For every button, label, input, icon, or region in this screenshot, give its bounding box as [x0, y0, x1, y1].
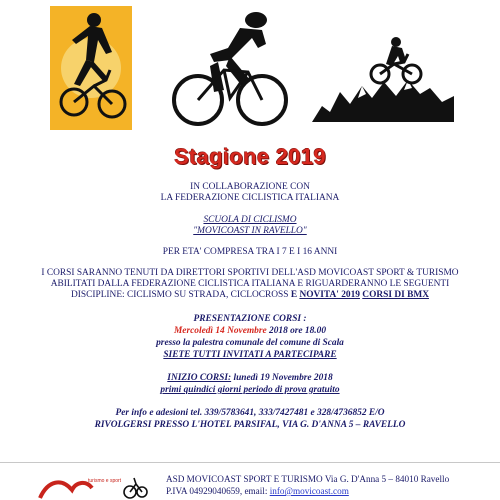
start-date: lunedì 19 Novembre 2018: [231, 373, 333, 383]
novelty-text: NOVITA' 2019: [299, 290, 360, 300]
presentation-place: presso la palestra comunale del comune di Scala: [156, 338, 344, 348]
mountain-biker-illustration: [312, 36, 454, 122]
courses-line-1: I CORSI SARANNO TENUTI DA DIRETTORI SPORTIVI DELL'ASD MOVICOAST SPORT & TURISMO: [41, 268, 459, 278]
and-text: E: [290, 290, 300, 300]
info-line-1: Per info e adesioni tel. 339/5783641, 333/7427481 e 328/4736852 E/O: [115, 408, 385, 418]
courses-line-3: [0, 290, 500, 301]
footer-piva: P.IVA 04929040659, email:: [166, 486, 270, 496]
footer-divider: [0, 462, 500, 463]
bmx-courses-text: CORSI DI BMX: [362, 290, 429, 300]
email-link[interactable]: info@movicoast.com: [269, 486, 349, 496]
trial-period-text: primi quindici giorni periodo di prova gratuito: [160, 385, 340, 395]
start-line: [0, 373, 500, 384]
footer-org-address: ASD MOVICOAST SPORT E TURISMO Via G. D'Anna 5 – 84010 Ravello: [166, 474, 450, 484]
presentation-title: PRESENTAZIONE CORSI :: [193, 314, 307, 324]
page-title: Stagione 2019: [174, 144, 326, 169]
movicoast-logo: [36, 472, 148, 500]
school-line-2: "MOVICOAST IN RAVELLO": [193, 226, 307, 236]
road-cyclist-illustration: [170, 4, 288, 132]
presentation-date: Mercoledì 14 Novembre: [173, 326, 267, 336]
disciplines-text: DISCIPLINE: CICLISMO SU STRADA, CICLOCROSS: [71, 290, 291, 300]
svg-text:turismo e sport: turismo e sport: [88, 478, 122, 484]
school-line-1: SCUOLA DI CICLISMO: [203, 215, 297, 225]
bmx-rider-illustration: [50, 6, 132, 130]
presentation-invite: SIETE TUTTI INVITATI A PARTECIPARE: [163, 350, 337, 360]
presentation-time: 2018 ore 18.00: [266, 326, 327, 336]
start-label: INIZIO CORSI:: [167, 373, 232, 383]
collab-line-1: IN COLLABORAZIONE CON: [190, 182, 310, 192]
age-range-text: PER ETA' COMPRESA TRA I 7 E I 16 ANNI: [162, 247, 338, 257]
courses-line-2: ABILITATI DALLA FEDERAZIONE CICLISTICA ITALIANA E RIGUARDERANNO LE SEGUENTI: [50, 279, 450, 289]
footer-contact: [166, 486, 349, 497]
info-line-2: RIVOLGERSI PRESSO L'HOTEL PARSIFAL, VIA G. D'ANNA 5 – RAVELLO: [94, 420, 406, 430]
collab-line-2: LA FEDERAZIONE CICLISTICA ITALIANA: [160, 193, 340, 203]
presentation-date-line: [0, 326, 500, 337]
